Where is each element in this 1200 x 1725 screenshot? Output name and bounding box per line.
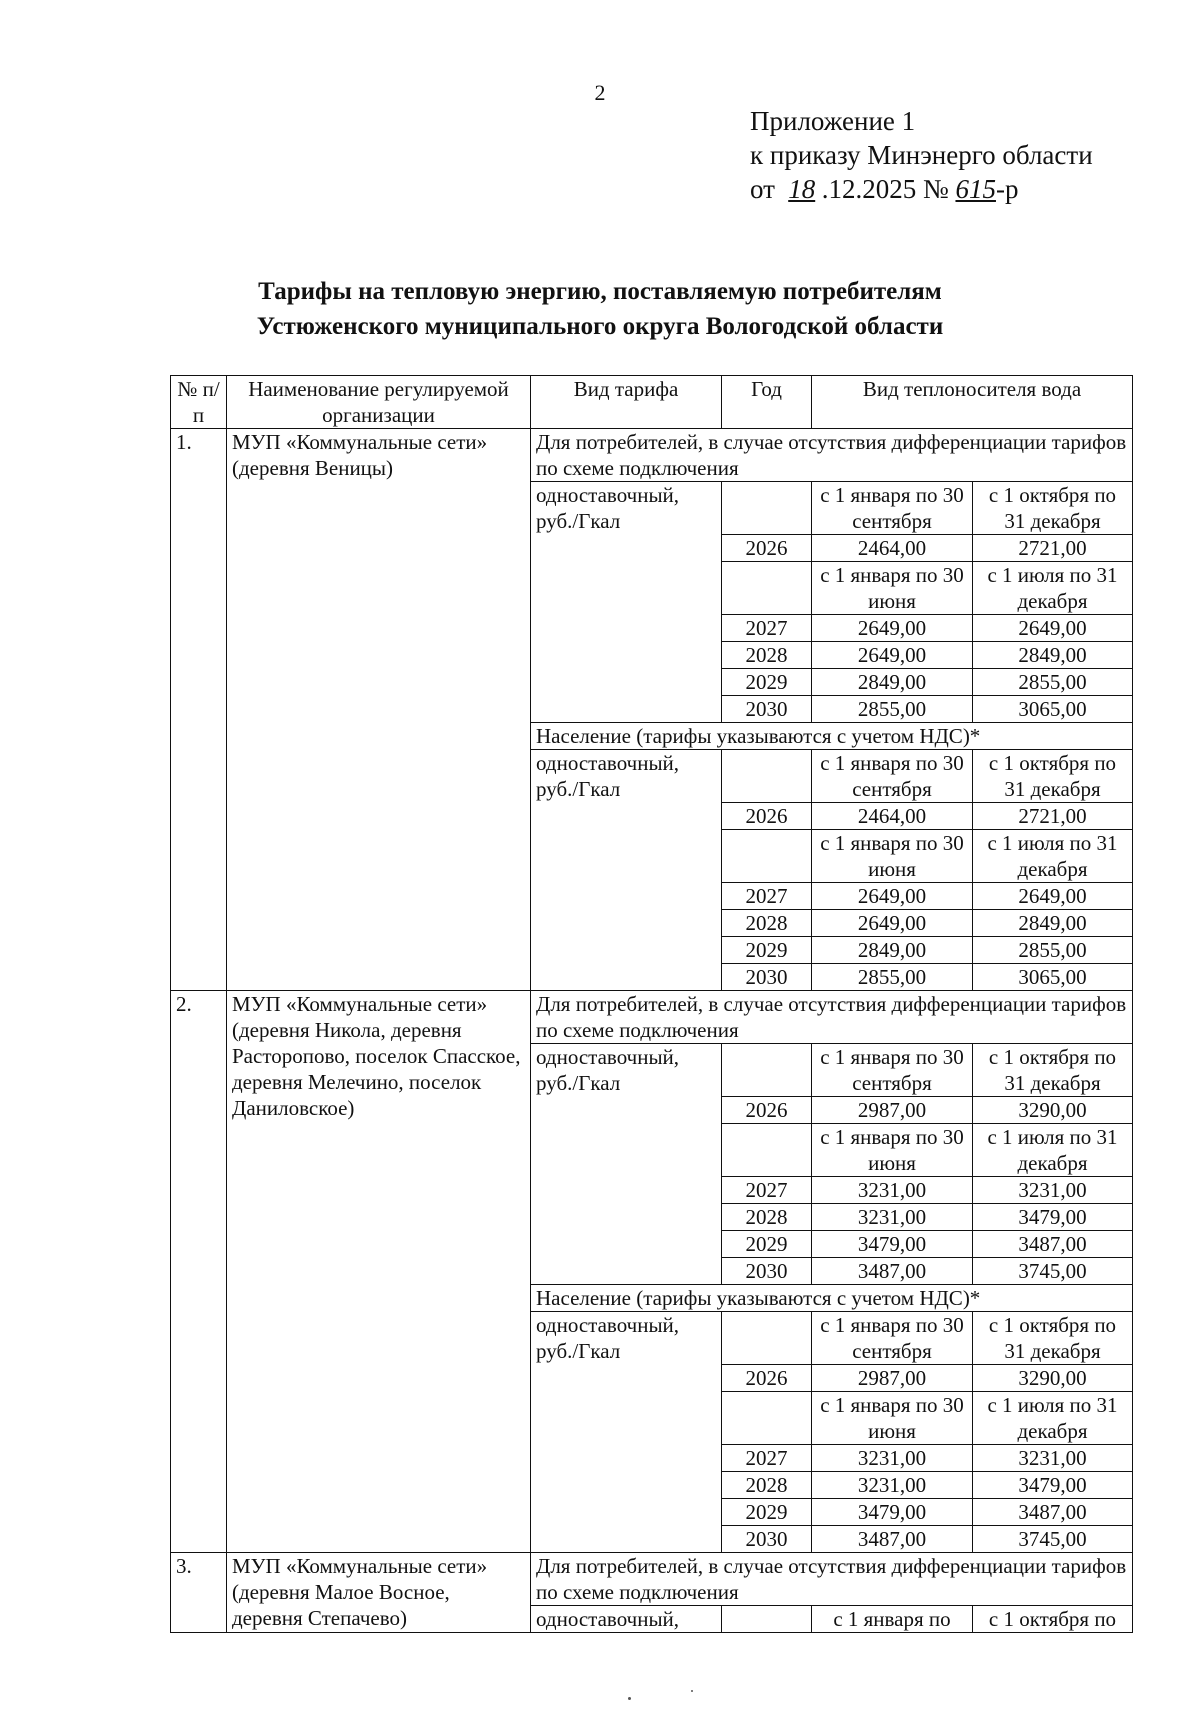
tariff-value: 3479,00 (973, 1472, 1133, 1499)
tariff-value: 3231,00 (812, 1445, 973, 1472)
tariff-value: 3487,00 (812, 1526, 973, 1553)
tariff-value: 3479,00 (973, 1204, 1133, 1231)
tariff-type: одноставочный, руб./Гкал (531, 750, 722, 991)
tariff-value: 2721,00 (973, 803, 1133, 830)
tariff-value: 3290,00 (973, 1365, 1133, 1392)
consumer-group-label: Население (тарифы указываются с учетом НДС)* (531, 1285, 1133, 1312)
year-cell: 2029 (722, 1231, 812, 1258)
header-tariff-type: Вид тарифа (531, 376, 722, 429)
page-number: 2 (594, 80, 606, 105)
year-cell: 2027 (722, 883, 812, 910)
appendix-number-suffix: -р (995, 174, 1019, 204)
tariff-value: 2855,00 (973, 669, 1133, 696)
table-row (171, 1553, 1133, 1606)
table-row (171, 991, 1133, 1044)
period-label: с 1 января по 30 июня (812, 1124, 973, 1177)
period-label: с 1 января по 30 сентября (812, 1312, 973, 1365)
period-label: с 1 июля по 31 декабря (973, 1392, 1133, 1445)
tariff-value: 2987,00 (812, 1365, 973, 1392)
org-name: МУП «Коммунальные сети» (деревня Никола, деревня Расторопово, поселок Спасское, деревня Мелечино, поселок Даниловское) (227, 991, 531, 1553)
year-cell: 2029 (722, 1499, 812, 1526)
period-label: с 1 января по 30 июня (812, 1392, 973, 1445)
period-label: с 1 октября по 31 декабря (973, 1044, 1133, 1097)
tariff-type: одноставочный, руб./Гкал (531, 1312, 722, 1553)
tariff-value: 3231,00 (812, 1472, 973, 1499)
period-label: с 1 октября по 31 декабря (973, 1312, 1133, 1365)
table-header-row (171, 376, 1133, 429)
tariff-value: 2849,00 (812, 937, 973, 964)
year-cell: 2029 (722, 937, 812, 964)
scan-speck (628, 1697, 631, 1700)
appendix-title: Приложение 1 (750, 106, 916, 136)
period-label: с 1 июля по 31 декабря (973, 562, 1133, 615)
tariff-value: 2649,00 (973, 615, 1133, 642)
header-year: Год (722, 376, 812, 429)
period-label: с 1 января по 30 сентября (812, 1044, 973, 1097)
consumer-group-label: Население (тарифы указываются с учетом НДС)* (531, 723, 1133, 750)
tariff-value: 3231,00 (812, 1204, 973, 1231)
appendix-date-line (750, 172, 1093, 206)
year-cell-empty (722, 1124, 812, 1177)
appendix-day-handwritten: 18 (788, 174, 816, 204)
period-label: с 1 октября по 31 декабря (973, 482, 1133, 535)
tariff-value: 3231,00 (812, 1177, 973, 1204)
tariff-value: 2649,00 (973, 883, 1133, 910)
year-cell: 2028 (722, 642, 812, 669)
year-cell: 2026 (722, 803, 812, 830)
period-label: с 1 января по 30 сентября (812, 482, 973, 535)
tariff-type: одноставочный, руб./Гкал (531, 1044, 722, 1285)
tariff-type: одноставочный, руб./Гкал (531, 482, 722, 723)
appendix-block (750, 104, 1093, 206)
year-cell-empty (722, 1392, 812, 1445)
tariff-value: 2649,00 (812, 642, 973, 669)
tariff-value: 2849,00 (973, 910, 1133, 937)
org-number: 2. (171, 991, 227, 1553)
tariff-value: 2649,00 (812, 883, 973, 910)
tariff-value: 3487,00 (973, 1499, 1133, 1526)
period-label: с 1 октября по (973, 1606, 1133, 1633)
consumer-group-label: Для потребителей, в случае отсутствия дифференциации тарифов по схеме подключения (531, 429, 1133, 482)
period-label: с 1 июля по 31 декабря (973, 830, 1133, 883)
org-number: 1. (171, 429, 227, 991)
period-label: с 1 января по (812, 1606, 973, 1633)
year-cell-empty (722, 1044, 812, 1097)
year-cell: 2030 (722, 1258, 812, 1285)
tariff-value: 2987,00 (812, 1097, 973, 1124)
tariff-value: 2464,00 (812, 535, 973, 562)
table-row (171, 429, 1133, 482)
header-num: № п/п (171, 376, 227, 429)
year-cell-empty (722, 1312, 812, 1365)
org-number: 3. (171, 1553, 227, 1633)
year-cell: 2028 (722, 910, 812, 937)
tariff-value: 3231,00 (973, 1177, 1133, 1204)
tariff-value: 3065,00 (973, 964, 1133, 991)
year-cell: 2027 (722, 615, 812, 642)
year-cell-empty (722, 830, 812, 883)
tariff-value: 2855,00 (812, 696, 973, 723)
period-label: с 1 января по 30 сентября (812, 750, 973, 803)
tariff-value: 2855,00 (973, 937, 1133, 964)
org-name: МУП «Коммунальные сети» (деревня Веницы) (227, 429, 531, 991)
header-carrier: Вид теплоносителя вода (812, 376, 1133, 429)
year-cell: 2030 (722, 964, 812, 991)
tariff-value: 2464,00 (812, 803, 973, 830)
tariff-value: 2649,00 (812, 615, 973, 642)
tariff-value: 3290,00 (973, 1097, 1133, 1124)
tariff-type: одноставочный, (531, 1606, 722, 1633)
year-cell: 2027 (722, 1177, 812, 1204)
period-label: с 1 января по 30 июня (812, 830, 973, 883)
year-cell: 2030 (722, 696, 812, 723)
tariff-value: 3745,00 (973, 1526, 1133, 1553)
year-cell: 2026 (722, 1097, 812, 1124)
year-cell: 2026 (722, 1365, 812, 1392)
document-title-line1: Тарифы на тепловую энергию, поставляемую потребителям (258, 278, 942, 305)
year-cell: 2026 (722, 535, 812, 562)
tariff-value: 2649,00 (812, 910, 973, 937)
year-cell-empty (722, 1606, 812, 1633)
year-cell: 2028 (722, 1472, 812, 1499)
appendix-order: к приказу Минэнерго области (750, 140, 1093, 170)
document-title-line2: Устюженского муниципального округа Вологодской области (256, 313, 944, 340)
year-cell-empty (722, 482, 812, 535)
tariff-value: 3487,00 (973, 1231, 1133, 1258)
appendix-number-handwritten: 615 (955, 174, 996, 204)
year-cell-empty (722, 750, 812, 803)
document-title (0, 274, 1200, 344)
tariff-value: 2855,00 (812, 964, 973, 991)
period-label: с 1 января по 30 июня (812, 562, 973, 615)
tariff-value: 2721,00 (973, 535, 1133, 562)
tariff-value: 3487,00 (812, 1258, 973, 1285)
consumer-group-label: Для потребителей, в случае отсутствия дифференциации тарифов по схеме подключения (531, 991, 1133, 1044)
year-cell: 2029 (722, 669, 812, 696)
tariff-value: 3479,00 (812, 1231, 973, 1258)
period-label: с 1 июля по 31 декабря (973, 1124, 1133, 1177)
year-cell: 2027 (722, 1445, 812, 1472)
period-label: с 1 октября по 31 декабря (973, 750, 1133, 803)
scan-speck (691, 1690, 693, 1692)
org-name: МУП «Коммунальные сети» (деревня Малое Восное, деревня Степачево) (227, 1553, 531, 1633)
year-cell-empty (722, 562, 812, 615)
tariff-value: 3231,00 (973, 1445, 1133, 1472)
year-cell: 2028 (722, 1204, 812, 1231)
appendix-date-rest: .12.2025 № (821, 174, 949, 204)
tariff-value: 3745,00 (973, 1258, 1133, 1285)
tariff-value: 2849,00 (973, 642, 1133, 669)
tariff-value: 3479,00 (812, 1499, 973, 1526)
header-org: Наименование регулируемой организации (227, 376, 531, 429)
tariff-value: 3065,00 (973, 696, 1133, 723)
appendix-date-prefix: от (750, 174, 775, 204)
year-cell: 2030 (722, 1526, 812, 1553)
tariff-table (170, 375, 1133, 1633)
consumer-group-label: Для потребителей, в случае отсутствия дифференциации тарифов по схеме подключения (531, 1553, 1133, 1606)
tariff-value: 2849,00 (812, 669, 973, 696)
